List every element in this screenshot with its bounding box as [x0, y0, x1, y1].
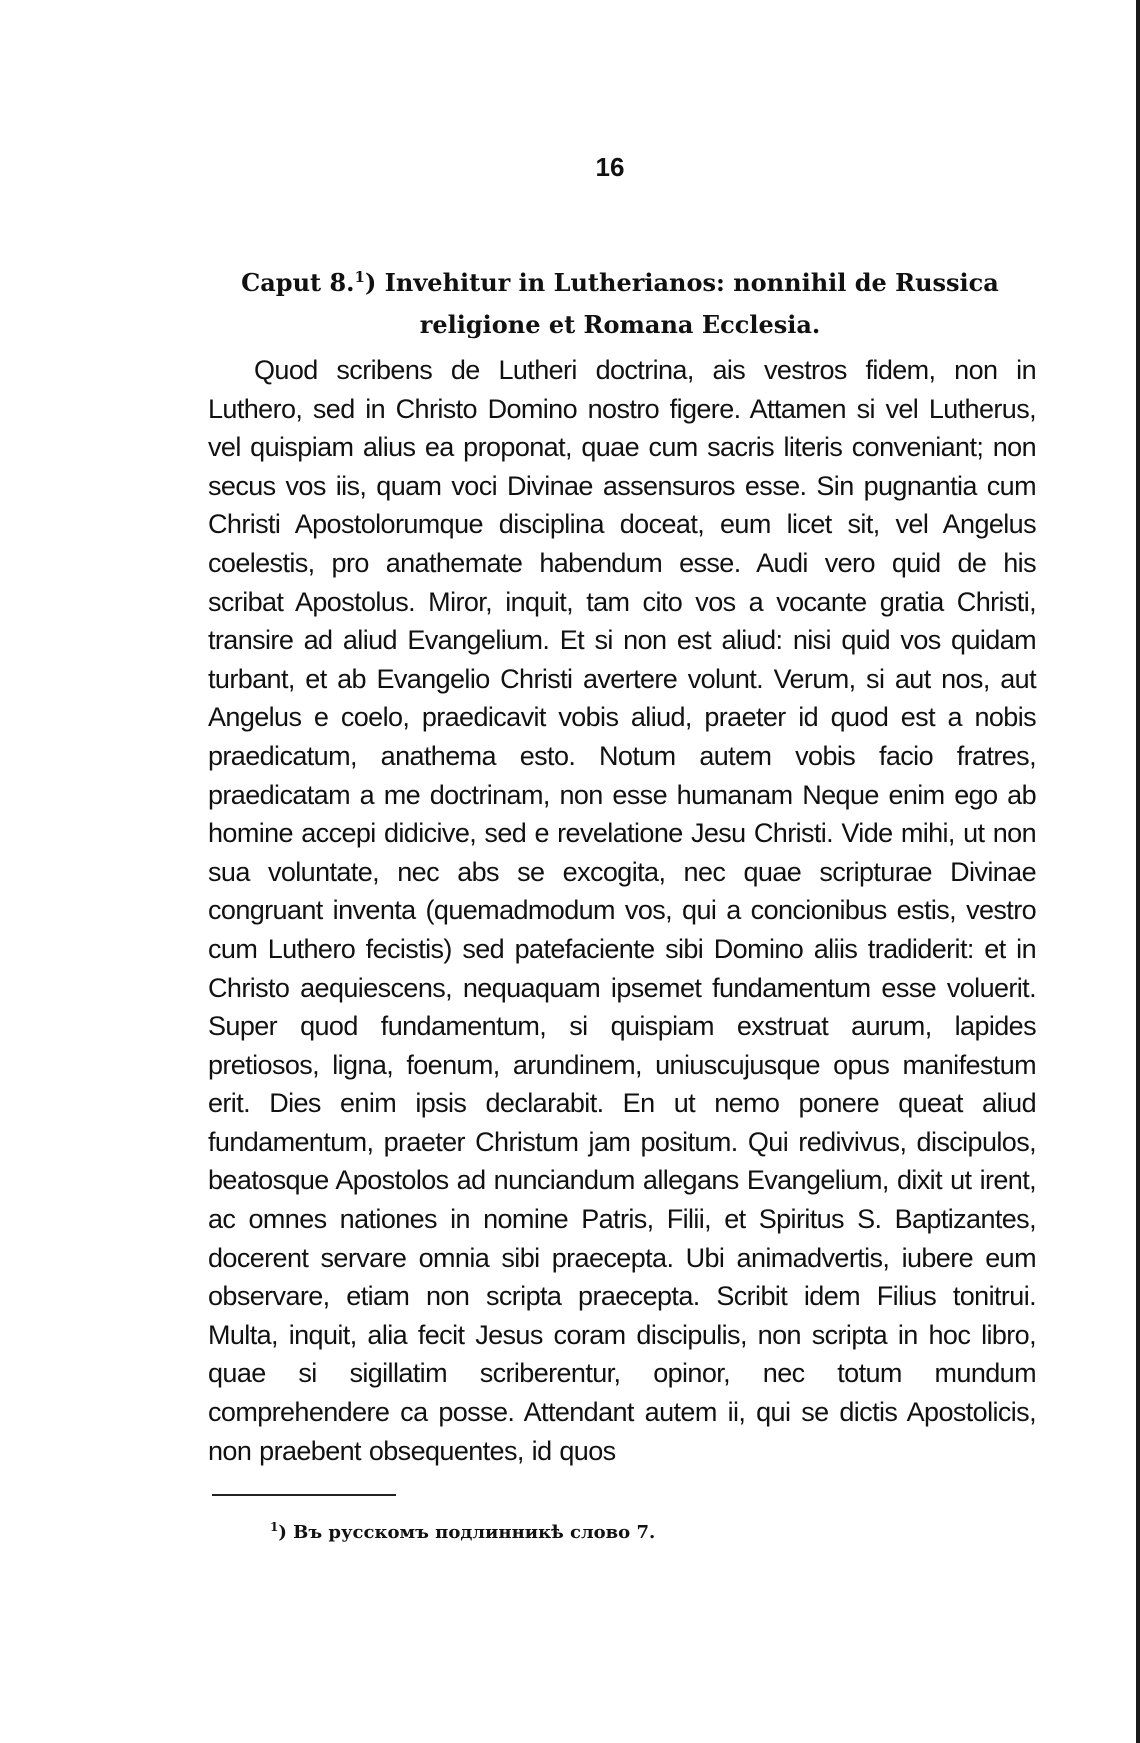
footnote [270, 1520, 655, 1543]
footnote-mark: 1 [270, 1520, 279, 1534]
footnote-reference: 1 [354, 268, 365, 286]
chapter-title-text: ) Invehitur in Lutherianos: nonnihil de Russica religione et Romana Ecclesia. [364, 268, 999, 339]
footnote-divider [212, 1494, 396, 1496]
footnote-text: ) Въ русскомъ подлинникѣ слово 7. [278, 1522, 656, 1543]
scan-edge-line [1136, 0, 1140, 1743]
chapter-heading [206, 262, 1034, 346]
chapter-title-prefix: Caput 8. [241, 268, 355, 297]
page-number: 16 [595, 152, 625, 182]
body-paragraph: Quod scribens de Lutheri doctrina, ais vestros fidem, non in Luthero, sed in Christo Domino nostro figere. Attamen si vel Lutherus, vel quispiam alius ea proponat, quae cum sacris literis conveniant; non secus vos iis, quam voci Divinae assensuros esse. Sin pugnantia cum Christi Apostolorumque disciplina doceat, eum licet sit, vel Angelus coelestis, pro anathemate habendum esse. Audi vero quid de his scribat Apostolus. Miror, inquit, tam cito vos a vocante gratia Christi, transire ad aliud Evangelium. Et si non est aliud: nisi quid vos quidam turbant, et ab Evangelio Christi avertere volunt. Verum, si aut nos, aut Angelus e coelo, praedicavit vobis aliud, praeter id quod est a nobis praedicatum, anathema esto. Notum autem vobis facio fratres, praedicatam a me doctrinam, non esse humanam Neque enim ego ab homine accepi didicive, sed e revelatione Jesu Christi. Vide mihi, ut non sua voluntate, nec abs se excogita, nec quae scripturae Divinae congruant inventa (quemadmodum vos, qui a concionibus estis, vestro cum Luthero fecistis) sed patefaciente sibi Domino aliis tradiderit: et in Christo aequiescens, nequaquam ipsemet fundamentum esse voluerit. Super quod fundamentum, si quispiam exstruat aurum, lapides pretiosos, ligna, foenum, arundinem, uniuscujusque opus manifestum erit. Dies enim ipsis declarabit. En ut nemo ponere queat aliud fundamentum, praeter Christum jam positum. Qui redivivus, discipulos, beatosque Apostolos ad nunciandum allegans Evangelium, dixit ut irent, ac omnes nationes in nomine Patris, Filii, et Spiritus S. Baptizantes, docerent servare omnia sibi praecepta. Ubi animadvertis, iubere eum observare, etiam non scripta praecepta. Scribit idem Filius tonitrui. Multa, inquit, alia fecit Jesus coram discipulis, non scripta in hoc libro, quae si sigillatim scriberentur, opinor, nec totum mundum comprehendere ca posse. Attendant autem ii, qui se dictis Apostolicis, non praebent obsequentes, id quos [208, 355, 1036, 1466]
